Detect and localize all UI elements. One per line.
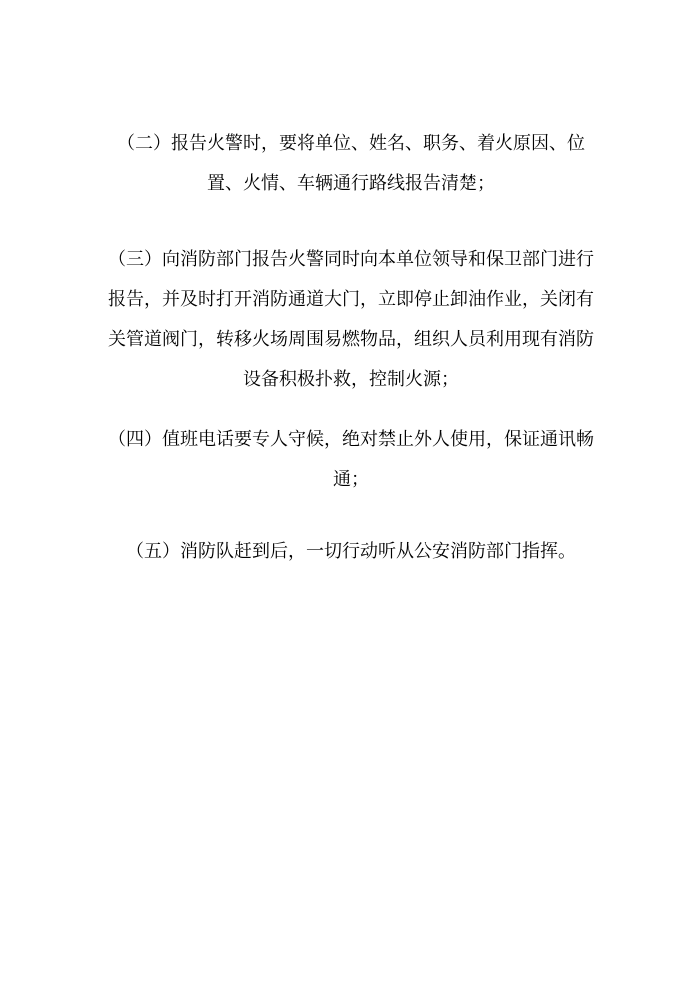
paragraph-item-2: （二）报告火警时，要将单位、姓名、职务、着火原因、位置、火情、车辆通行路线报告清楚； <box>117 133 585 194</box>
paragraph-item-4: （四）值班电话要专人守候，绝对禁止外人使用，保证通讯畅通； <box>108 429 594 490</box>
paragraph-item-3: （三）向消防部门报告火警同时向本单位领导和保卫部门进行报告，并及时打开消防通道大门，立即停止卸油作业，关闭有关管道阀门，转移火场周围易燃物品，组织人员利用现有消防设备积极扑救，控制火源； <box>108 249 594 390</box>
paragraph-item-5: （五）消防队赶到后，一切行动听从公安消防部门指挥。 <box>126 541 576 562</box>
